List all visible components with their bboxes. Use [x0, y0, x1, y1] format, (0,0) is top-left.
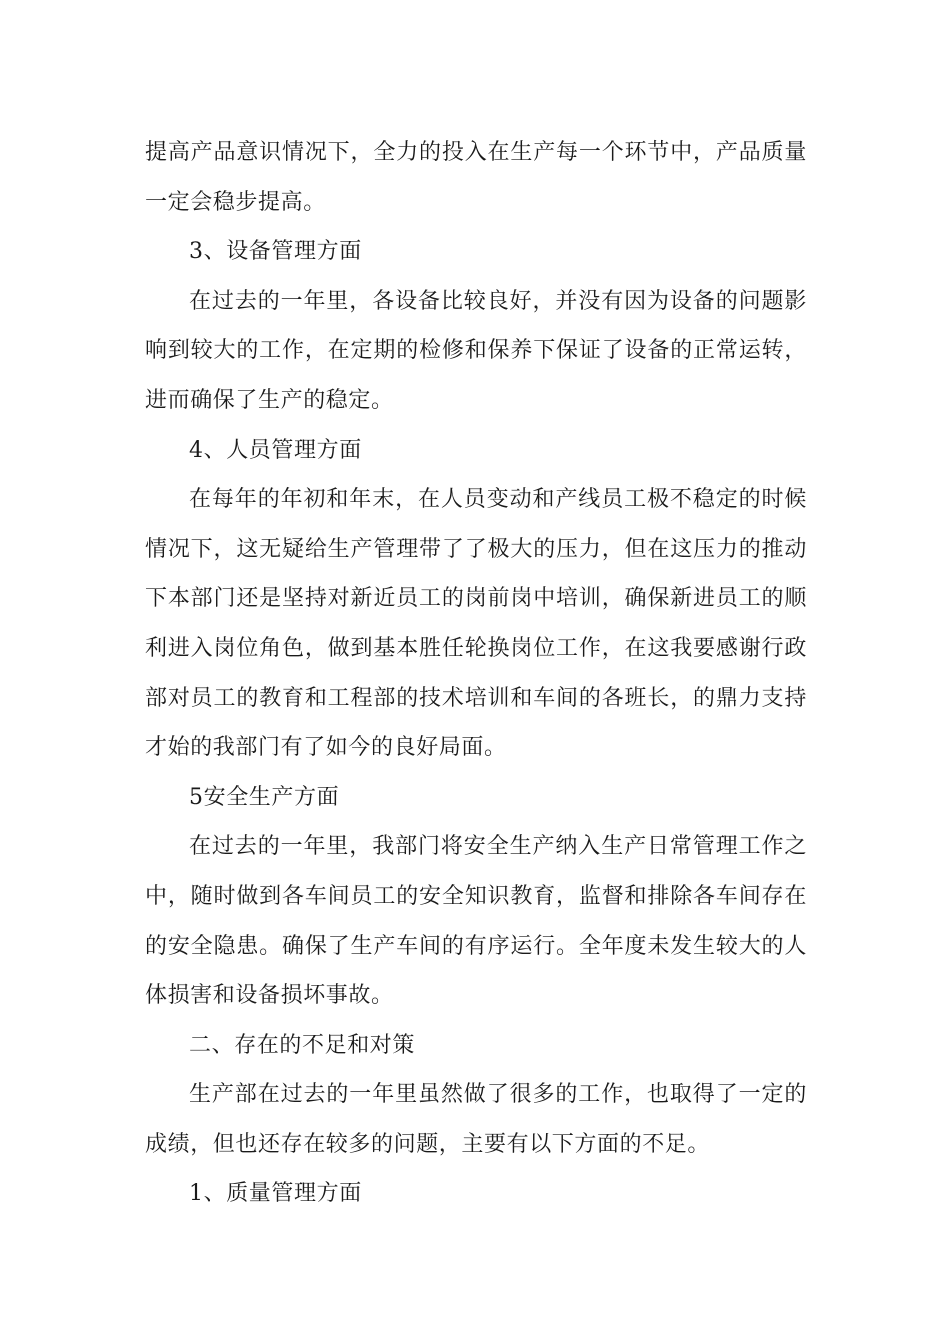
paragraph-equipment: 在过去的一年里，各设备比较良好，并没有因为设备的问题影响到较大的工作，在定期的检修和保养下保证了设备的正常运转，进而确保了生产的稳定。 — [145, 288, 807, 413]
section-heading-safety: 5安全生产方面 — [189, 784, 340, 810]
paragraph-continuation: 提高产品意识情况下，全力的投入在生产每一个环节中，产品质量一定会稳步提高。 — [145, 140, 807, 215]
paragraph-personnel: 在每年的年初和年末，在人员变动和产线员工极不稳定的时候情况下，这无疑给生产管理带了了极大的压力，但在这压力的推动下本部门还是坚持对新近员工的岗前岗中培训，确保新进员工的顺利进入岗位角色，做到基本胜任轮换岗位工作，在这我要感谢行政部对员工的教育和工程部的技术培训和车间的各班长，的鼎力支持才始的我部门有了如今的良好局面。 — [145, 487, 807, 761]
section-heading-equipment: 3、设备管理方面 — [189, 239, 362, 265]
section-heading-personnel: 4、人员管理方面 — [189, 437, 362, 463]
section-heading-shortcomings: 二、存在的不足和对策 — [189, 1032, 416, 1058]
section-heading-quality: 1、质量管理方面 — [189, 1181, 362, 1207]
paragraph-safety: 在过去的一年里，我部门将安全生产纳入生产日常管理工作之中，随时做到各车间员工的安全知识教育，监督和排除各车间存在的安全隐患。确保了生产车间的有序运行。全年度未发生较大的人体损害和设备损坏事故。 — [145, 834, 807, 1009]
document-body — [145, 128, 807, 1219]
paragraph-shortcomings: 生产部在过去的一年里虽然做了很多的工作，也取得了一定的成绩，但也还存在较多的问题，主要有以下方面的不足。 — [145, 1082, 807, 1157]
